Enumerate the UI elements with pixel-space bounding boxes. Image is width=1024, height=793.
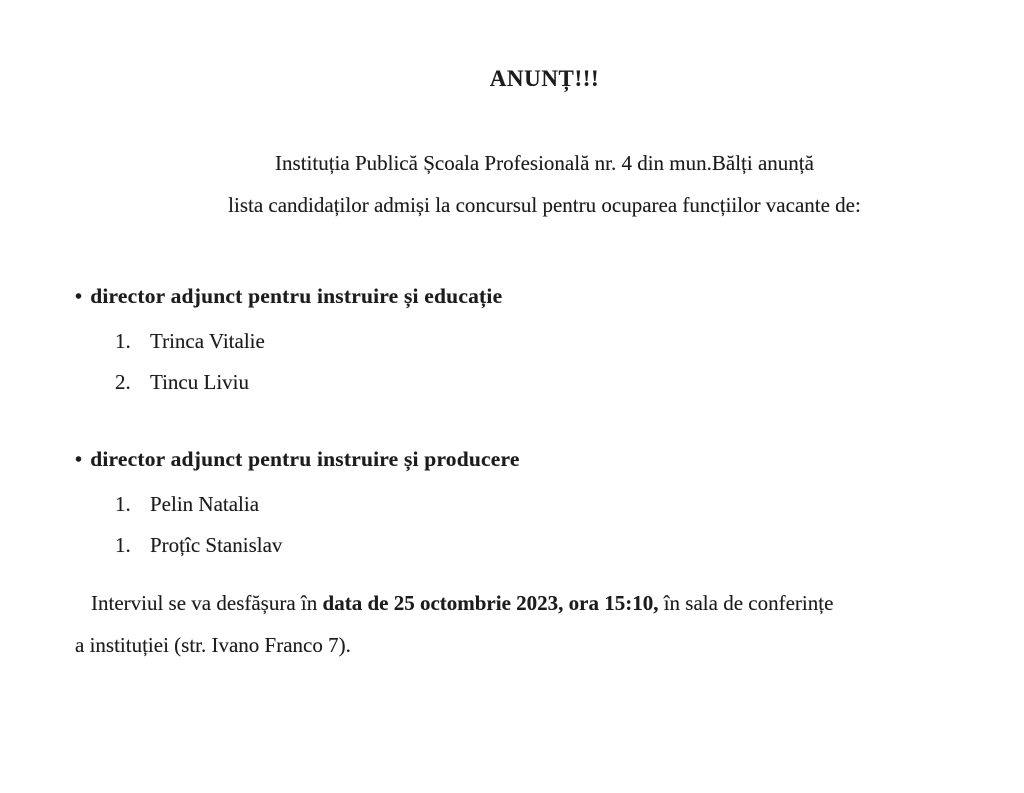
candidate-number: 1. bbox=[115, 492, 131, 516]
section-producere bbox=[75, 447, 944, 566]
footer-line-1 bbox=[75, 582, 944, 624]
section-heading-label: director adjunct pentru instruire și producere bbox=[90, 447, 520, 471]
list-item bbox=[75, 484, 944, 525]
footer-line-2 bbox=[75, 624, 944, 666]
intro-paragraph bbox=[75, 142, 944, 226]
announcement-title: ANUNȚ!!! bbox=[489, 66, 600, 91]
bullet-icon: • bbox=[75, 286, 83, 308]
candidate-name: Tincu Liviu bbox=[150, 370, 249, 394]
candidate-name: Proțîc Stanislav bbox=[150, 533, 283, 557]
section-heading-educatie bbox=[75, 284, 944, 309]
footer-paragraph bbox=[75, 582, 944, 666]
section-heading-label: director adjunct pentru instruire și educație bbox=[90, 284, 503, 308]
candidate-name: Trinca Vitalie bbox=[150, 329, 265, 353]
footer-address: a instituției (str. Ivano Franco 7). bbox=[75, 633, 351, 657]
candidate-number: 1. bbox=[115, 329, 131, 353]
candidate-number: 1. bbox=[115, 533, 131, 557]
candidate-list-educatie bbox=[75, 321, 944, 403]
footer-text-before: Interviul se va desfășura în bbox=[91, 591, 323, 615]
footer-text-after: în sala de conferințe bbox=[658, 591, 834, 615]
candidate-name: Pelin Natalia bbox=[150, 492, 260, 516]
footer-date-time: data de 25 octombrie 2023, ora 15:10, bbox=[322, 591, 659, 615]
section-educatie bbox=[75, 284, 944, 403]
intro-line-2: lista candidaților admiși la concursul pentru ocuparea funcțiilor vacante de: bbox=[228, 193, 861, 217]
candidate-number: 2. bbox=[115, 370, 131, 394]
list-item bbox=[75, 525, 944, 566]
list-item bbox=[75, 321, 944, 362]
list-item bbox=[75, 362, 944, 403]
candidate-list-producere bbox=[75, 484, 944, 566]
section-heading-producere bbox=[75, 447, 944, 472]
intro-line-1: Instituția Publică Școala Profesională nr. 4 din mun.Bălți anunță bbox=[275, 151, 814, 175]
bullet-icon: • bbox=[75, 449, 83, 471]
